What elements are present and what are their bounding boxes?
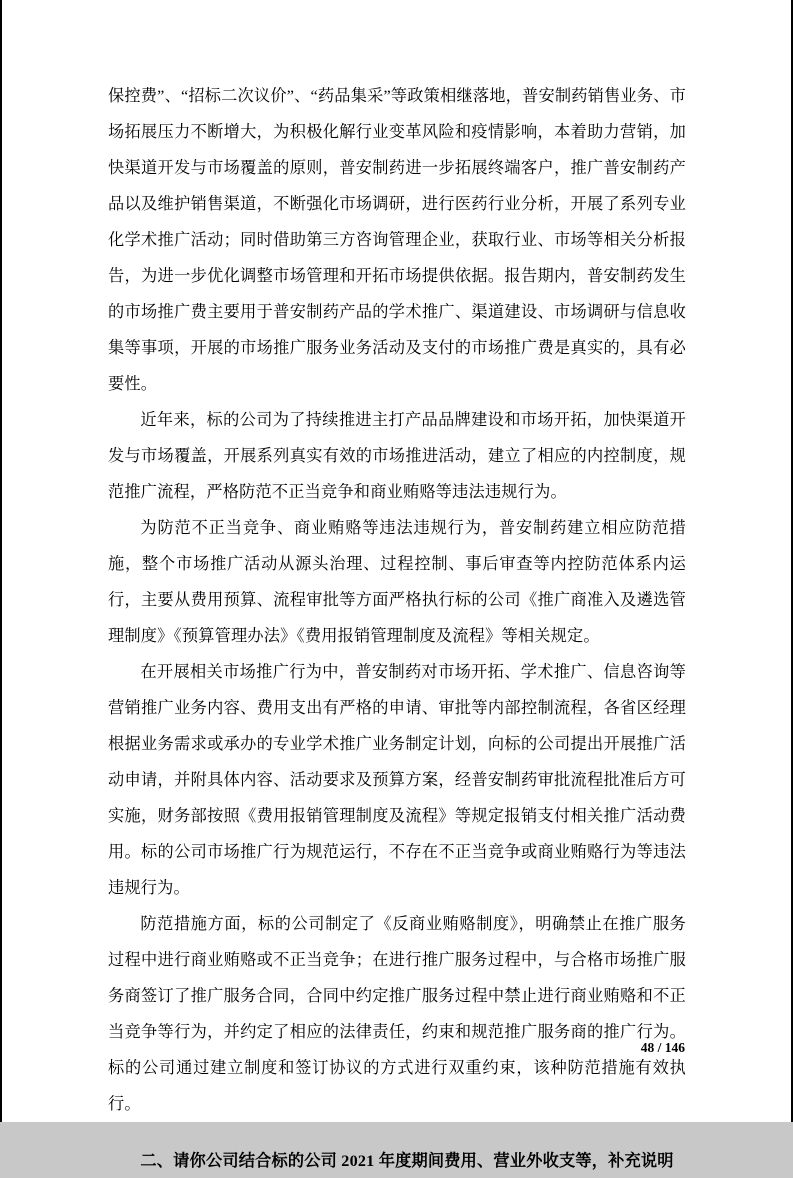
paragraph-3: 为防范不正当竞争、商业贿赂等违法违规行为，普安制药建立相应防范措施，整个市场推广活动从源头治理、过程控制、事后审查等内控防范体系内运行，主要从费用预算、流程审批等方面严格执行标的公司《推广商准入及遴选管理制度》《预算管理办法》《费用报销管理制度及流程》等相关规定。	[108, 519, 686, 645]
page-number: 48 / 146	[640, 1040, 685, 1055]
paragraph-5: 防范措施方面，标的公司制定了《反商业贿赂制度》，明确禁止在推广服务过程中进行商业贿赂或不正当竞争；在进行推广服务过程中，与合格市场推广服务商签订了推广服务合同，合同中约定推广服务过程中禁止进行商业贿赂和不正当竞争等行为，并约定了相应的法律责任，约束和规范推广服务商的推广行为。标的公司通过建立制度和签订协议的方式进行双重约束，该种防范措施有效执行。	[108, 915, 686, 1113]
page-content	[108, 78, 686, 1178]
paragraph-4: 在开展相关市场推广行为中，普安制药对市场开拓、学术推广、信息咨询等营销推广业务内容、费用支出有严格的申请、审批等内部控制流程，各省区经理根据业务需求或承办的专业学术推广业务制定计划，向标的公司提出开展推广活动申请，并附具体内容、活动要求及预算方案，经普安制药审批流程批准后方可实施，财务部按照《费用报销管理制度及流程》等规定报销支付相关推广活动费用。标的公司市场推广行为规范运行，不存在不正当竞争或商业贿赂行为等违法违规行为。	[108, 663, 686, 897]
paragraph-2: 近年来，标的公司为了持续推进主打产品品牌建设和市场开拓，加快渠道开发与市场覆盖，开展系列真实有效的市场推进活动，建立了相应的内控制度，规范推广流程，严格防范不正当竞争和商业贿赂等违法违规行为。	[108, 411, 686, 501]
paragraph-1: 保控费”、“招标二次议价”、“药品集采”等政策相继落地，普安制药销售业务、市场拓展压力不断增大，为积极化解行业变革风险和疫情影响，本着助力营销，加快渠道开发与市场覆盖的原则，普安制药进一步拓展终端客户，推广普安制药产品以及维护销售渠道，不断强化市场调研，进行医药行业分析，开展了系列专业化学术推广活动；同时借助第三方咨询管理企业，获取行业、市场等相关分析报告，为进一步优化调整市场管理和开拓市场提供依据。报告期内，普安制药发生的市场推广费主要用于普安制药产品的学术推广、渠道建设、市场调研与信息收集等事项，开展的市场推广服务业务活动及支付的市场推广费是真实的，具有必要性。	[108, 87, 686, 393]
section-heading: 二、请你公司结合标的公司 2021 年度期间费用、营业外收支等，补充说明	[140, 1152, 674, 1170]
